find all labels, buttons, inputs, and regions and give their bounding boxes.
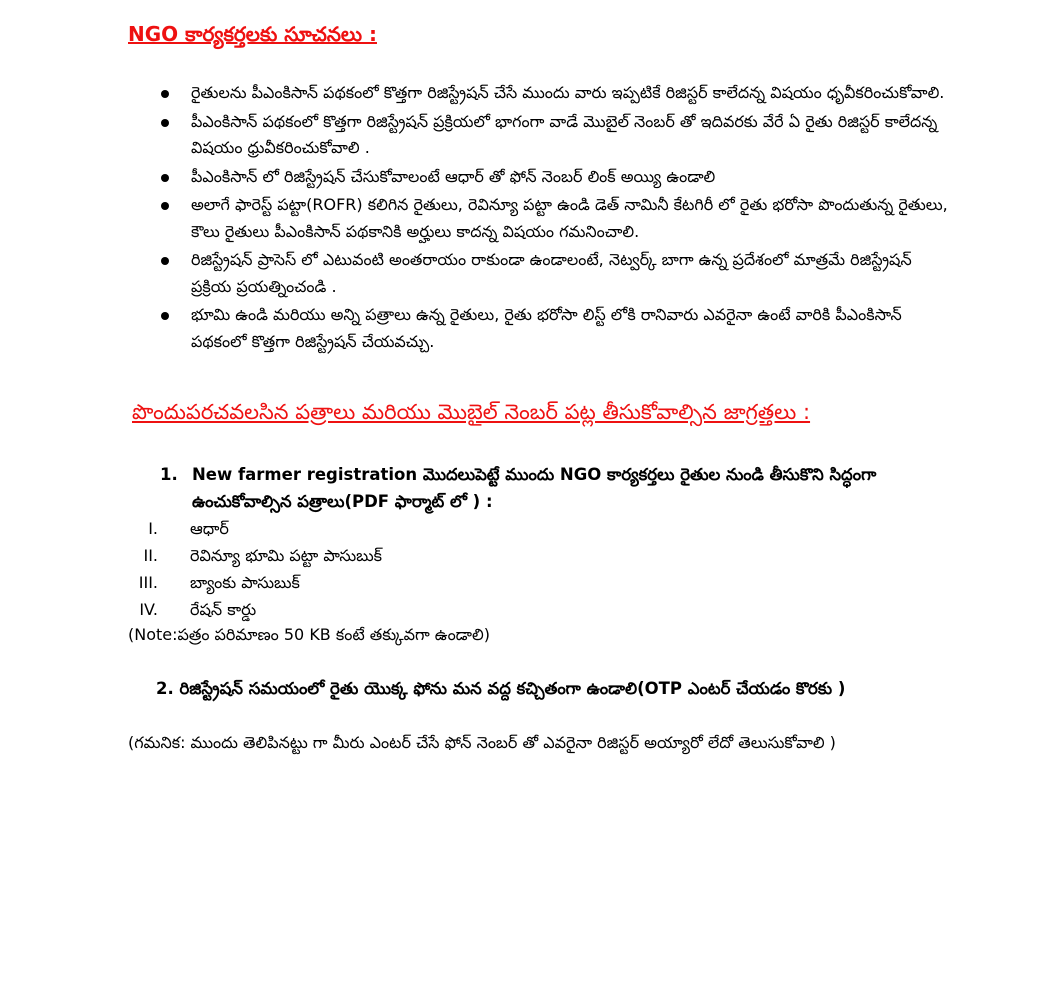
- roman-numeral: II.: [143, 546, 158, 565]
- bullet-icon: [161, 174, 169, 182]
- bullet-icon: [161, 257, 169, 265]
- roman-numeral: I.: [148, 519, 158, 538]
- item-text: New farmer registration మొదలుపెట్టే ముందు NGO కార్యకర్తలు రైతుల నుండి తీసుకొని సిద్ధంగా ఉంచుకోవాల్సిన పత్రాలు(PDF ఫార్మాట్ లో ) :: [192, 465, 877, 511]
- document-label: రెవిన్యూ భూమి పట్టా పాసుబుక్: [190, 546, 383, 565]
- instruction-text: అలాగే ఫారెస్ట్ పట్టా(ROFR) కలిగిన రైతులు, రెవిన్యూ పట్టా ఉండి డెత్ నామినీ కేటగిరీ లో రైతు భరోసా పొందుతున్న రైతులు, కౌలు రైతులు పీఎంకిసాన్ పథకానికి అర్హులు కాదన్న విషయం గమనించాలి.: [191, 195, 948, 241]
- document-label: ఆధార్: [190, 519, 229, 538]
- numbered-item-1: [160, 461, 920, 515]
- bullet-icon: [161, 119, 169, 127]
- instruction-item: [158, 302, 948, 355]
- size-note: (Note:పత్రం పరిమాణం 50 KB కంటే తక్కువగా ఉండాలి): [128, 625, 490, 644]
- instruction-item: [158, 247, 948, 300]
- instruction-text: భూమి ఉండి మరియు అన్ని పత్రాలు ఉన్న రైతులు, రైతు భరోసా లిస్ట్ లోకి రానివారు ఎవరైనా ఉంటే వారికి పీఎంకిసాన్ పథకంలో కొత్తగా రిజిస్ట్రేషన్ చేయవచ్చు.: [191, 305, 902, 351]
- item-number: 2.: [156, 679, 174, 698]
- instruction-text: పీఎంకిసాన్ పథకంలో కొత్తగా రిజిస్ట్రేషన్ ప్రక్రియలో భాగంగా వాడే మొబైల్ నెంబర్ తో ఇదివరకు వేరే ఏ రైతు రిజిస్టర్ కాలేదన్న విషయం ధ్రువీకరించుకోవాలి .: [191, 111, 938, 157]
- instruction-item: [158, 192, 948, 245]
- instruction-text: రిజిస్ట్రేషన్ ప్రాసెస్ లో ఎటువంటి అంతరాయం రాకుండా ఉండాలంటే, నెట్వర్క్ బాగా ఉన్న ప్రదేశంలో మాత్రమే రిజిస్ట్రేషన్ ప్రక్రియ ప్రయత్నించండి .: [191, 250, 912, 296]
- instruction-text: పీఎంకిసాన్ లో రిజిస్ట్రేషన్ చేసుకోవాలంటే ఆధార్ తో ఫోన్ నెంబర్ లింక్ అయ్యి ఉండాలి: [191, 166, 716, 186]
- bullet-icon: [161, 312, 169, 320]
- instruction-text: రైతులను పీఎంకిసాన్ పథకంలో కొత్తగా రిజిస్ట్రేషన్ చేసే ముందు వారు ఇప్పటికే రిజిస్టర్ కాలేదన్న విషయం ధృవీకరించుకోవాలి.: [191, 83, 945, 102]
- document-label: రేషన్ కార్డు: [190, 600, 257, 619]
- roman-numeral: IV.: [139, 600, 158, 619]
- phone-note: (గమనిక: ముందు తెలిపినట్టు గా మీరు ఎంటర్ చేసే ఫోన్ నెంబర్ తో ఎవరైనా రిజిస్టర్ అయ్యారో లేదో తెలుసుకోవాలి ): [128, 733, 836, 752]
- instruction-item: [158, 80, 948, 107]
- instructions-heading: NGO కార్యకర్తలకు సూచనలు :: [128, 22, 377, 46]
- instruction-item: [158, 164, 948, 191]
- numbered-item-2: [156, 675, 930, 702]
- document-label: బ్యాంకు పాసుబుక్: [190, 573, 300, 592]
- item-text: రిజిస్ట్రేషన్ సమయంలో రైతు యొక్క ఫోను మన వద్ద కచ్చితంగా ఉండాలి(OTP ఎంటర్ చేయడం కొరకు ): [179, 679, 846, 698]
- instructions-list: [158, 80, 948, 357]
- bullet-icon: [161, 90, 169, 98]
- roman-numeral: III.: [138, 573, 158, 592]
- bullet-icon: [161, 202, 169, 210]
- instruction-item: [158, 109, 948, 162]
- documents-heading: పొందుపరచవలసిన పత్రాలు మరియు మొబైల్ నెంబర్ పట్ల తీసుకోవాల్సిన జాగ్రత్తలు :: [132, 400, 811, 424]
- item-number: 1.: [160, 465, 178, 484]
